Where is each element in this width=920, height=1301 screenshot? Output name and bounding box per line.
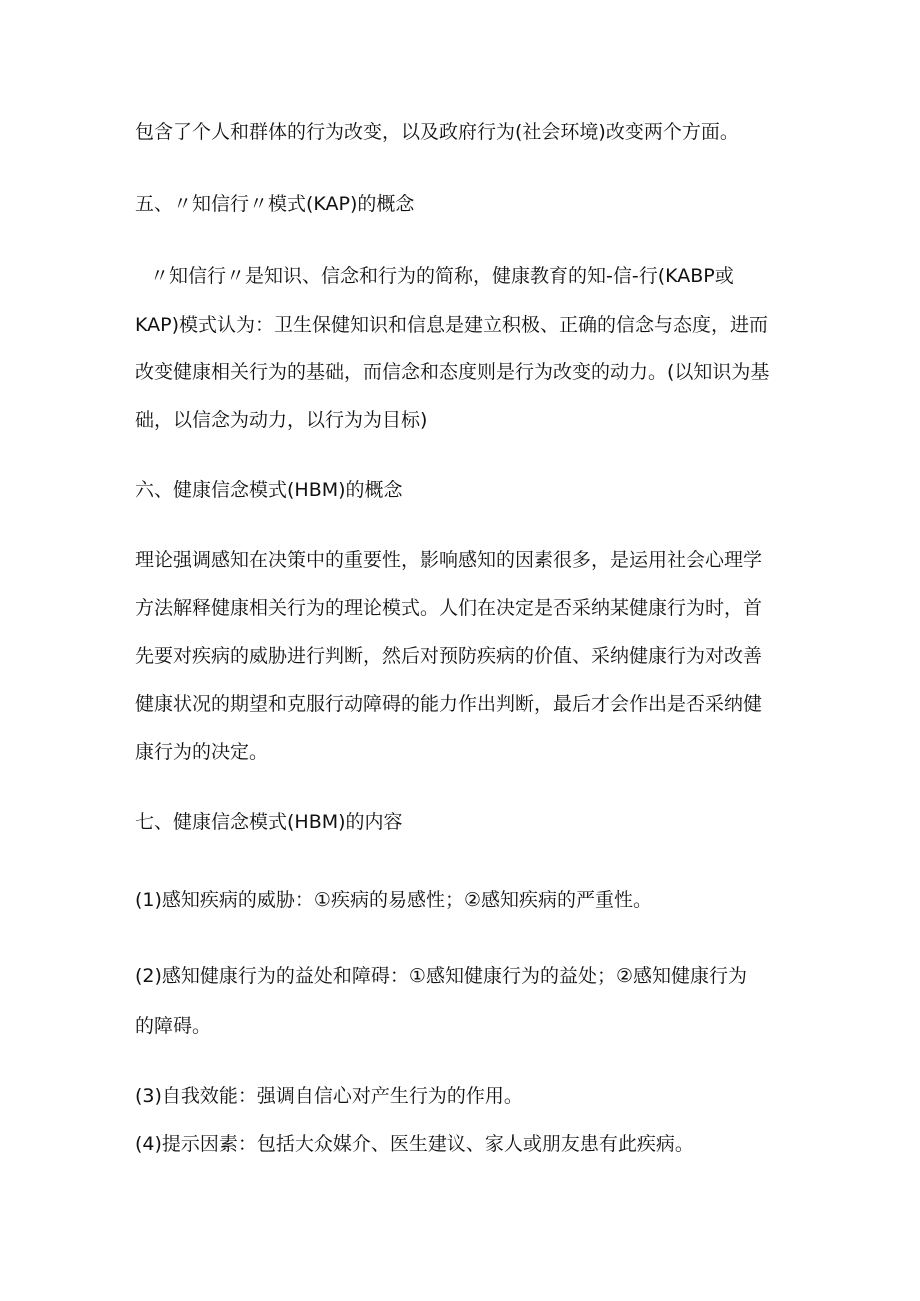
section-5-line-1: 〃知信行〃是知识、信念和行为的简称，健康教育的知-信-行(KABP或 xyxy=(150,265,734,287)
section-6-line-4: 健康状况的期望和克服行动障碍的能力作出判断，最后才会作出是否采纳健 xyxy=(135,693,763,715)
section-6-line-1: 理论强调感知在决策中的重要性，影响感知的因素很多，是运用社会心理学 xyxy=(135,549,763,571)
section-6-line-2: 方法解释健康相关行为的理论模式。人们在决定是否采纳某健康行为时，首 xyxy=(135,597,763,619)
section-5-line-4: 础，以信念为动力，以行为为目标) xyxy=(135,409,428,431)
section-7-heading: 七、健康信念模式(HBM)的内容 xyxy=(135,811,403,833)
section-7-item-1: (1)感知疾病的威胁：①疾病的易感性；②感知疾病的严重性。 xyxy=(135,889,652,911)
section-7-item-3: (3)自我效能：强调自信心对产生行为的作用。 xyxy=(135,1085,523,1107)
section-6-heading: 六、健康信念模式(HBM)的概念 xyxy=(135,479,403,501)
intro-continuation: 包含了个人和群体的行为改变，以及政府行为(社会环境)改变两个方面。 xyxy=(135,121,739,143)
section-7-item-2-line-1: (2)感知健康行为的益处和障碍：①感知健康行为的益处；②感知健康行为 xyxy=(135,965,747,987)
section-5-heading: 五、〃知信行〃模式(KAP)的概念 xyxy=(135,193,415,215)
section-5-line-3: 改变健康相关行为的基础，而信念和态度则是行为改变的动力。(以知识为基 xyxy=(135,361,770,383)
section-6-line-5: 康行为的决定。 xyxy=(135,741,269,763)
section-7-item-4: (4)提示因素：包括大众媒介、医生建议、家人或朋友患有此疾病。 xyxy=(135,1133,694,1155)
section-6-line-3: 先要对疾病的威胁进行判断，然后对预防疾病的价值、采纳健康行为对改善 xyxy=(135,645,763,667)
section-7-item-2-line-2: 的障碍。 xyxy=(135,1015,212,1037)
section-5-line-2: KAP)模式认为：卫生保健知识和信息是建立积极、正确的信念与态度，进而 xyxy=(135,314,768,336)
